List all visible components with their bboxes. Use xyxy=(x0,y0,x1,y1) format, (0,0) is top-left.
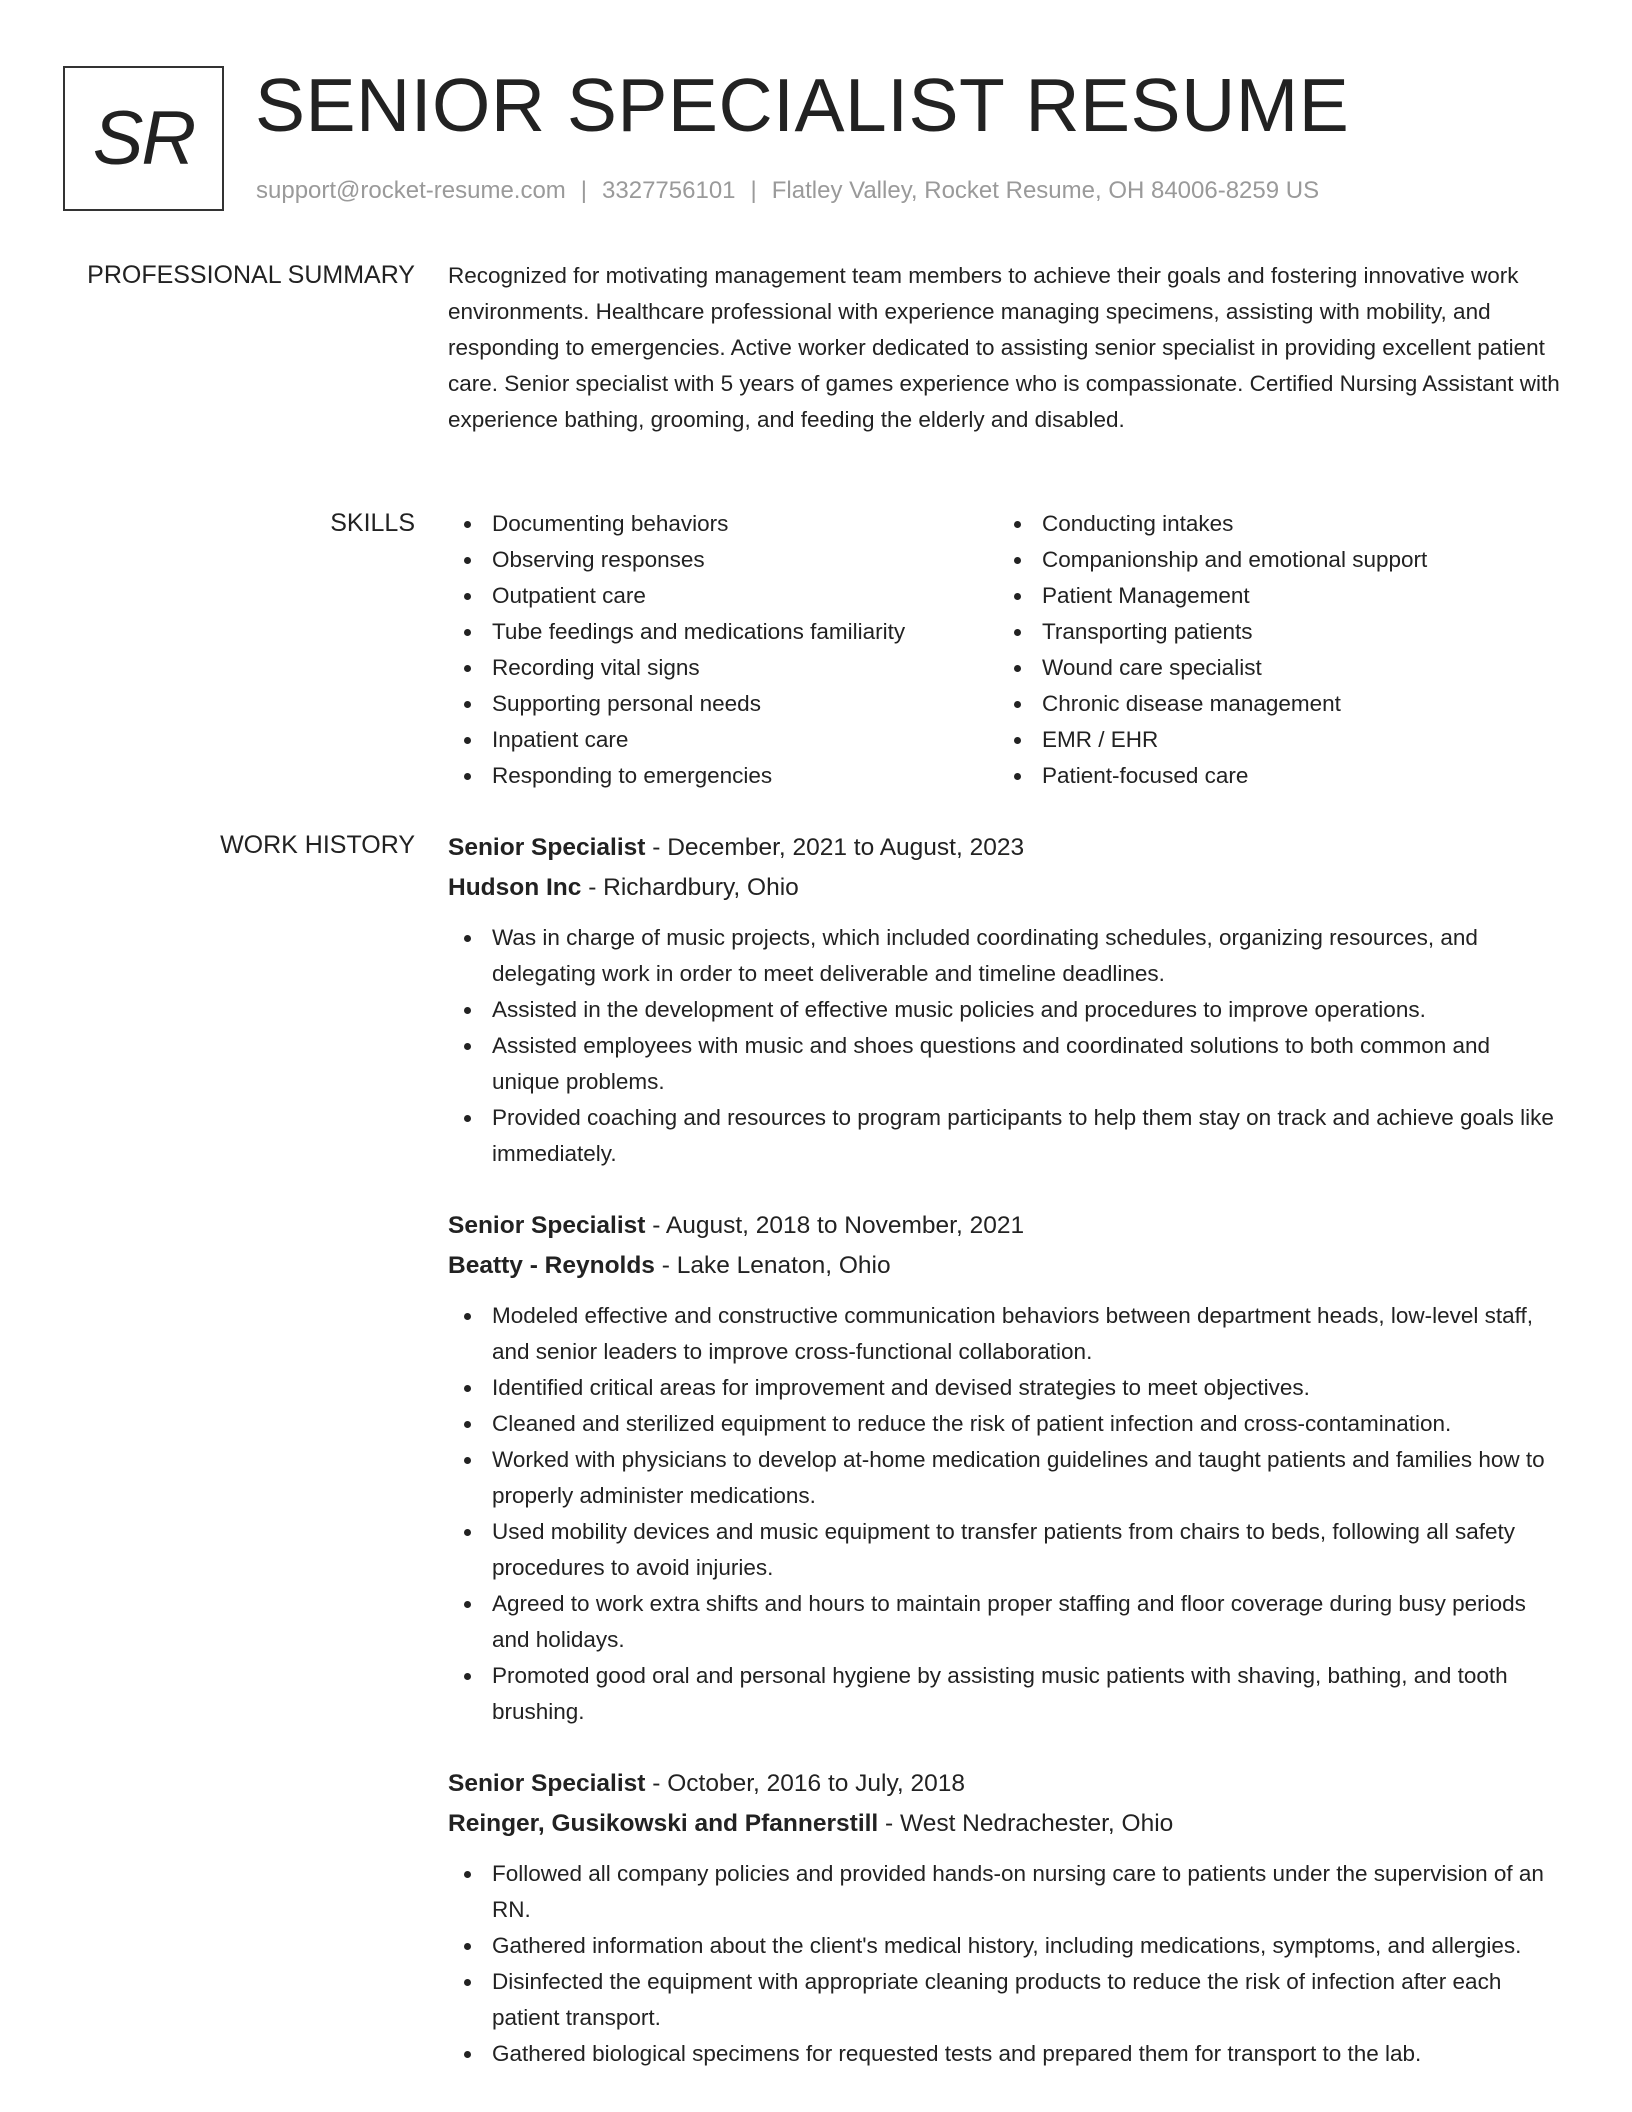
monogram-logo: SR xyxy=(63,66,224,211)
resume-header xyxy=(63,63,1563,211)
job-bullet: Gathered information about the client's medical history, including medications, symptoms, and allergies. xyxy=(448,1928,1563,1964)
job-dates: December, 2021 to August, 2023 xyxy=(667,834,1025,861)
contact-phone[interactable]: 3327756101 xyxy=(602,177,736,204)
job-bullets xyxy=(448,920,1563,1172)
job-title-line xyxy=(448,1764,1563,1804)
job-company-line xyxy=(448,1804,1563,1844)
job-bullet: Gathered biological specimens for requested tests and prepared them for transport to the lab. xyxy=(448,2036,1563,2072)
job-bullet: Followed all company policies and provided hands-on nursing care to patients under the supervision of an RN. xyxy=(448,1856,1563,1928)
job-entry xyxy=(448,828,1563,1172)
jobs-list xyxy=(448,828,1563,2106)
job-dates: August, 2018 to November, 2021 xyxy=(665,1212,1025,1239)
job-title: Senior Specialist xyxy=(448,1770,646,1797)
contact-address: Flatley Valley, Rocket Resume, OH 84006-8259 US xyxy=(771,177,1320,204)
skills-list-right xyxy=(998,506,1548,794)
contact-line xyxy=(256,175,1319,206)
job-location: Lake Lenaton, Ohio xyxy=(676,1252,891,1279)
job-entry xyxy=(448,1764,1563,2072)
section-heading-skills: SKILLS xyxy=(330,509,415,537)
job-bullet: Assisted in the development of effective music policies and procedures to improve operations. xyxy=(448,992,1563,1028)
job-title-line xyxy=(448,828,1563,868)
dash-separator: - xyxy=(581,874,604,901)
job-bullet: Modeled effective and constructive communication behaviors between department heads, low-level staff, and senior leaders to improve cross-functional collaboration. xyxy=(448,1298,1563,1370)
skill-item: Recording vital signs xyxy=(448,650,998,686)
job-bullet: Identified critical areas for improvement and devised strategies to meet objectives. xyxy=(448,1370,1563,1406)
job-bullet: Provided coaching and resources to program participants to help them stay on track and achieve goals like immediately. xyxy=(448,1100,1563,1172)
dash-separator: - xyxy=(645,1770,668,1797)
job-bullets xyxy=(448,1298,1563,1730)
summary-text: Recognized for motivating management team members to achieve their goals and fostering innovative work environments. Healthcare professional with experience managing specimens, assisting with mobility, and responding to emergencies. Active worker dedicated to assisting senior specialist in providing excellent patient care. Senior specialist with 5 years of games experience who is compassionate. Certified Nursing Assistant with experience bathing, grooming, and feeding the elderly and disabled. xyxy=(448,263,1560,432)
job-bullet: Cleaned and sterilized equipment to reduce the risk of patient infection and cross-contamination. xyxy=(448,1406,1563,1442)
contact-separator: | xyxy=(750,177,757,204)
job-location: West Nedrachester, Ohio xyxy=(900,1810,1174,1837)
contact-email[interactable]: support@rocket-resume.com xyxy=(256,177,566,204)
dash-separator: - xyxy=(645,834,668,861)
job-bullets xyxy=(448,1856,1563,2072)
job-dates: October, 2016 to July, 2018 xyxy=(667,1770,966,1797)
job-bullet: Worked with physicians to develop at-home medication guidelines and taught patients and families how to properly administer medications. xyxy=(448,1442,1563,1514)
job-title-line xyxy=(448,1206,1563,1246)
job-entry xyxy=(448,1206,1563,1730)
section-heading-summary: PROFESSIONAL SUMMARY xyxy=(87,261,415,289)
dash-separator: - xyxy=(654,1252,677,1279)
skill-item: Companionship and emotional support xyxy=(998,542,1548,578)
job-title: Senior Specialist xyxy=(448,834,646,861)
skill-item: Chronic disease management xyxy=(998,686,1548,722)
section-heading-work: WORK HISTORY xyxy=(220,831,415,859)
skills-list-left xyxy=(448,506,998,794)
skill-item: Supporting personal needs xyxy=(448,686,998,722)
skill-item: Conducting intakes xyxy=(998,506,1548,542)
skill-item: Patient-focused care xyxy=(998,758,1548,794)
contact-separator: | xyxy=(580,177,588,204)
job-bullet: Used mobility devices and music equipment to transfer patients from chairs to beds, following all safety procedures to avoid injuries. xyxy=(448,1514,1563,1586)
dash-separator: - xyxy=(645,1212,666,1239)
skill-item: EMR / EHR xyxy=(998,722,1548,758)
job-company-line xyxy=(448,868,1563,908)
skill-item: Documenting behaviors xyxy=(448,506,998,542)
dash-separator: - xyxy=(878,1810,901,1837)
job-bullet: Agreed to work extra shifts and hours to maintain proper staffing and floor coverage during busy periods and holidays. xyxy=(448,1586,1563,1658)
skill-item: Tube feedings and medications familiarity xyxy=(448,614,998,650)
job-company-line xyxy=(448,1246,1563,1286)
skill-item: Patient Management xyxy=(998,578,1548,614)
job-title: Senior Specialist xyxy=(448,1212,646,1239)
page-title: SENIOR SPECIALIST RESUME xyxy=(255,63,1350,147)
skill-item: Inpatient care xyxy=(448,722,998,758)
job-bullet: Disinfected the equipment with appropriate cleaning products to reduce the risk of infection after each patient transport. xyxy=(448,1964,1563,2036)
skill-item: Wound care specialist xyxy=(998,650,1548,686)
skill-item: Responding to emergencies xyxy=(448,758,998,794)
job-location: Richardbury, Ohio xyxy=(603,874,799,901)
job-bullet: Was in charge of music projects, which included coordinating schedules, organizing resources, and delegating work in order to meet deliverable and timeline deadlines. xyxy=(448,920,1563,992)
job-company: Hudson Inc xyxy=(448,874,582,901)
skill-item: Observing responses xyxy=(448,542,998,578)
job-bullet: Promoted good oral and personal hygiene by assisting music patients with shaving, bathing, and tooth brushing. xyxy=(448,1658,1563,1730)
job-company: Beatty - Reynolds xyxy=(448,1252,655,1279)
skill-item: Outpatient care xyxy=(448,578,998,614)
job-bullet: Assisted employees with music and shoes questions and coordinated solutions to both common and unique problems. xyxy=(448,1028,1563,1100)
skill-item: Transporting patients xyxy=(998,614,1548,650)
job-company: Reinger, Gusikowski and Pfannerstill xyxy=(448,1810,879,1837)
